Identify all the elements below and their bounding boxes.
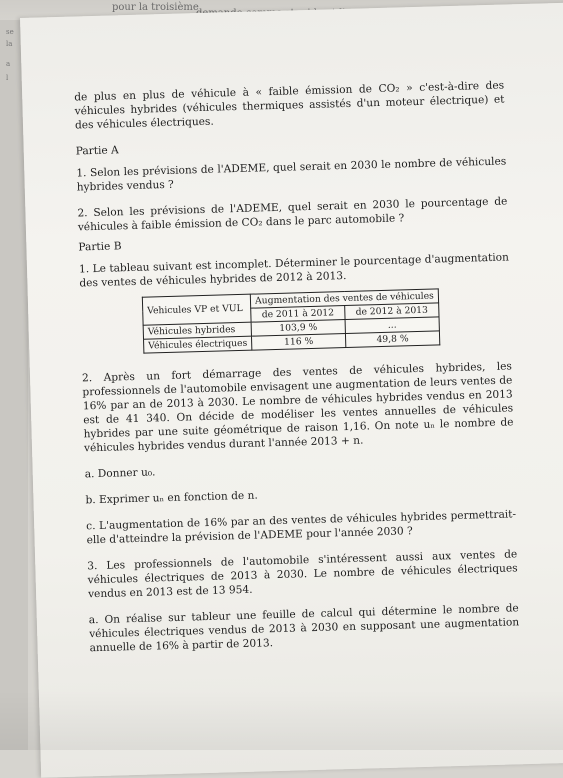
table-cell: 116 % xyxy=(252,334,346,351)
background-text-1: pour la troisième xyxy=(112,2,199,13)
sales-increase-table xyxy=(142,288,440,353)
partie-a-question-2: 2. Selon les prévisions de l'ADEME, quel serait en 2030 le pourcentage de véhicules à faible émission de CO₂ dans le parc automobile ? xyxy=(77,195,508,234)
margin-mark: se xyxy=(6,28,14,36)
partie-b-question-3a: a. On réalise sur tableur une feuille de calcul qui détermine le nombre de véhicules électriques vendus de 2013 à 2030 en supposant une augmentation annuelle de 16% à partir de 2013. xyxy=(88,602,520,655)
partie-b-question-2b: b. Exprimer uₙ en fonction de n. xyxy=(85,489,258,507)
intro-paragraph: de plus en plus de véhicule à « faible émission de CO₂ » c'est-à-dire des véhicules hybrides (véhicules thermiques assistés d'un moteur électrique) et des véhicules électriques. xyxy=(74,79,505,132)
partie-b-heading: Partie B xyxy=(78,240,122,254)
partie-b-question-1: 1. Le tableau suivant est incomplet. Déterminer le pourcentage d'augmentation des ventes de véhicules hybrides de 2012 à 2013. xyxy=(78,251,510,290)
margin-mark: la xyxy=(6,40,13,48)
partie-b-question-2: 2. Après un fort démarrage des ventes de véhicules hybrides, les professionnels de l'automobile envisagent une augmentation de leurs ventes de 16% par an de 2013 à 2030. Le nombre de véhicules hybrides vendus en 2013 est de 41 340. On décide de modéliser les ventes annuelles de véhicules hybrides par une suite géométrique de raison 1,16. On note uₙ le nombre de véhicules hybrides vendus durant l'année 2013 + n. xyxy=(81,360,514,455)
exercise-sheet xyxy=(20,2,563,777)
table-corner-cell: Vehicules VP et VUL xyxy=(142,294,251,325)
partie-b-question-2a: a. Donner u₀. xyxy=(84,466,156,481)
margin-mark: l xyxy=(6,74,9,82)
margin-mark: a xyxy=(6,60,11,68)
table-col-header-2011-2012: de 2011 à 2012 xyxy=(251,306,345,323)
table-col-header-2012-2013: de 2012 à 2013 xyxy=(345,303,439,320)
table-cell: 49,8 % xyxy=(345,331,439,348)
sales-table-wrapper xyxy=(142,286,511,353)
table-cell: 103,9 % xyxy=(251,320,345,337)
table-row-label: Véhicules électriques xyxy=(144,336,252,353)
table-row-label: Véhicules hybrides xyxy=(143,322,251,339)
partie-b-question-2c: c. L'augmentation de 16% par an des ventes de véhicules hybrides permettrait-elle d'atteindre la prévision de l'ADEME pour l'année 2030 ? xyxy=(86,508,517,547)
table-group-header: Augmentation des ventes de véhicules xyxy=(250,289,438,308)
partie-a-heading: Partie A xyxy=(75,144,119,158)
table-cell-missing: ... xyxy=(345,317,439,334)
sheet-content xyxy=(74,79,520,668)
partie-b-question-3: 3. Les professionnels de l'automobile s'intéressent aussi aux ventes de véhicules électriques de 2013 à 2030. Le nombre de véhicules électriques vendus en 2013 est de 13 954. xyxy=(87,548,518,601)
partie-a-question-1: 1. Selon les prévisions de l'ADEME, quel serait en 2030 le nombre de véhicules hybrides vendus ? xyxy=(76,155,507,194)
